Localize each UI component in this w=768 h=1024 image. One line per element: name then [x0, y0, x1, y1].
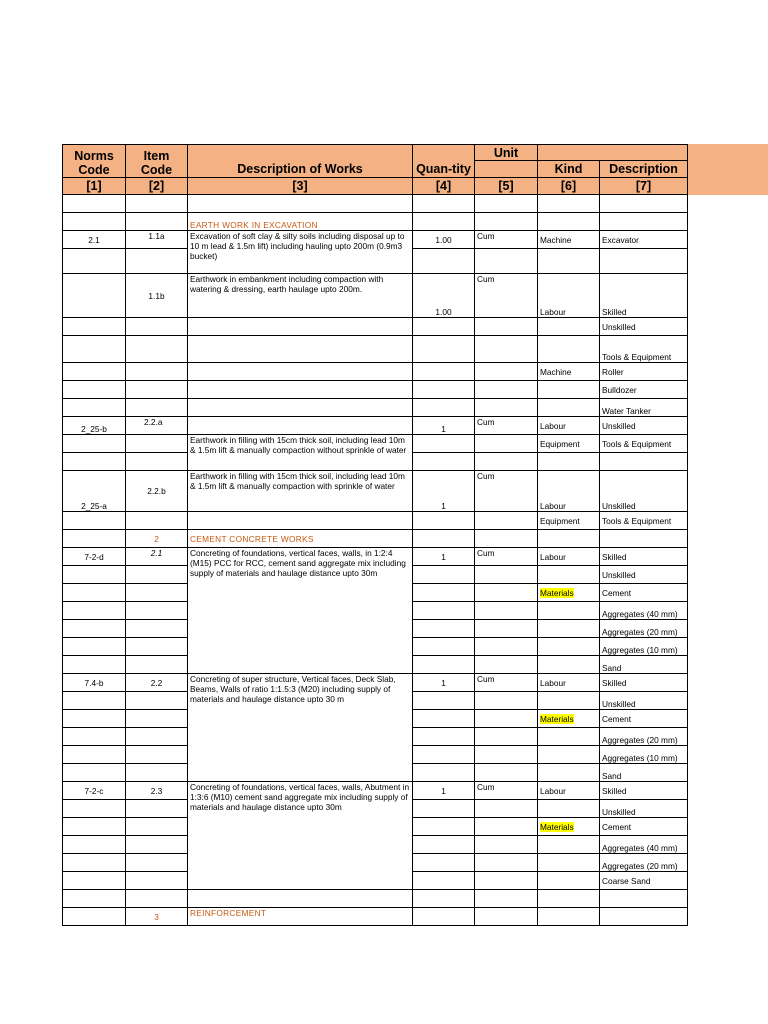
kind-description-cell: Unskilled	[600, 692, 688, 710]
kind-cell: Equipment	[538, 512, 600, 530]
header-kind: Kind	[538, 161, 600, 178]
table-row	[63, 417, 688, 435]
norms-code-cell: 2_25-b	[63, 417, 126, 435]
kind-description-cell: Tools & Equipment	[600, 435, 688, 453]
header-item-code: Item Code	[126, 145, 188, 178]
kind-description-cell: Bulldozer	[600, 381, 688, 399]
kind-description-cell: Skilled	[600, 274, 688, 318]
header-unit-blank	[475, 161, 538, 178]
description-cell: Excavation of soft clay & silty soils including disposal up to 10 m lead & 1.5m lift) including hauling upto 200m (0.9m3 bucket)	[188, 231, 413, 274]
kind-description-cell: Coarse Sand	[600, 872, 688, 890]
quantity-cell: 1	[413, 471, 475, 512]
header-quantity: Quan-tity	[413, 145, 475, 178]
description-cell: Concreting of super structure, Vertical faces, Deck Slab, Beams, Walls of ratio 1:1.5:3 (M20) including supply of materials and haulage distance upto 30 m	[188, 674, 413, 782]
section-title: CEMENT CONCRETE WORKS	[188, 530, 413, 548]
materials-highlight: Materials	[540, 713, 574, 724]
unit-cell: Cum	[475, 471, 538, 512]
table-row	[63, 674, 688, 692]
kind-description-cell: Tools & Equipment	[600, 336, 688, 363]
materials-highlight: Materials	[540, 587, 574, 598]
kind-description-cell: Aggregates (20 mm)	[600, 728, 688, 746]
table-row	[63, 471, 688, 512]
norms-table	[62, 144, 688, 926]
table-row	[63, 318, 688, 336]
col-number: [4]	[413, 178, 475, 195]
kind-description-cell: Cement	[600, 710, 688, 728]
item-code-cell: 2.3	[126, 782, 188, 800]
kind-cell	[538, 584, 600, 602]
description-cell: Earthwork in filling with 15cm thick soil, including lead 10m & 1.5m lift & manually compaction with sprinkle of water	[188, 471, 413, 512]
header-fill-extension	[686, 144, 768, 195]
kind-cell: Machine	[538, 231, 600, 249]
item-code-cell: 2.2.b	[126, 471, 188, 512]
kind-description-cell: Unskilled	[600, 566, 688, 584]
table-row	[63, 336, 688, 363]
kind-description-cell: Skilled	[600, 782, 688, 800]
header-kind-group	[538, 145, 688, 161]
quantity-cell: 1.00	[413, 231, 475, 249]
kind-description-cell: Sand	[600, 764, 688, 782]
table-row	[63, 231, 688, 249]
item-code-cell: 1.1a	[126, 231, 188, 249]
norms-code-cell: 7-2-d	[63, 548, 126, 566]
kind-description-cell: Roller	[600, 363, 688, 381]
col-number: [5]	[475, 178, 538, 195]
header-description: Description of Works	[188, 145, 413, 178]
table-row	[63, 512, 688, 530]
table-row	[63, 363, 688, 381]
quantity-cell: 1	[413, 674, 475, 692]
quantity-cell: 1	[413, 417, 475, 435]
table-row	[63, 399, 688, 417]
kind-description-cell: Aggregates (10 mm)	[600, 638, 688, 656]
description-cell: Concreting of foundations, vertical faces, walls, Abutment in 1:3:6 (M10) cement sand aggregate mix including supply of materials and haulage distance upto 30m	[188, 782, 413, 890]
kind-description-cell: Tools & Equipment	[600, 512, 688, 530]
item-code-cell: 2.2	[126, 674, 188, 692]
kind-cell	[538, 818, 600, 836]
kind-description-cell: Water Tanker	[600, 399, 688, 417]
kind-description-cell: Cement	[600, 818, 688, 836]
quantity-cell: 1	[413, 548, 475, 566]
kind-description-cell: Aggregates (10 mm)	[600, 746, 688, 764]
kind-description-cell: Unskilled	[600, 417, 688, 435]
kind-description-cell: Aggregates (20 mm)	[600, 854, 688, 872]
unit-cell: Cum	[475, 548, 538, 566]
col-number: [6]	[538, 178, 600, 195]
kind-description-cell: Unskilled	[600, 800, 688, 818]
kind-description-cell: Excavator	[600, 231, 688, 249]
table-row	[63, 782, 688, 800]
kind-cell: Machine	[538, 363, 600, 381]
header-unit: Unit	[475, 145, 538, 161]
header-col-numbers-row	[63, 178, 688, 195]
quantity-cell: 1	[413, 782, 475, 800]
norms-code-cell: 2_25-a	[63, 471, 126, 512]
norms-code-cell: 7.4-b	[63, 674, 126, 692]
materials-highlight: Materials	[540, 821, 574, 832]
header-norms-code: Norms Code	[63, 145, 126, 178]
section-title: EARTH WORK IN EXCAVATION	[188, 213, 413, 231]
item-code-cell: 1.1b	[126, 274, 188, 318]
section-number: 3	[126, 908, 188, 926]
kind-cell: Labour	[538, 471, 600, 512]
kind-cell: Labour	[538, 417, 600, 435]
header-row	[63, 145, 688, 161]
section-row	[63, 213, 688, 231]
section-title: REINFORCEMENT	[188, 908, 413, 926]
kind-cell: Labour	[538, 274, 600, 318]
kind-description-cell: Cement	[600, 584, 688, 602]
table-row	[63, 195, 688, 213]
item-code-cell: 2.2.a	[126, 417, 188, 435]
col-number: [1]	[63, 178, 126, 195]
kind-cell: Equipment	[538, 435, 600, 453]
item-code-cell: 2.1	[126, 548, 188, 566]
description-cell: Earthwork in embankment including compaction with watering & dressing, earth haulage upto 200m.	[188, 274, 413, 318]
kind-description-cell: Aggregates (20 mm)	[600, 620, 688, 638]
col-number: [7]	[600, 178, 688, 195]
norms-code-cell: 7-2-c	[63, 782, 126, 800]
kind-cell: Labour	[538, 548, 600, 566]
table-row	[63, 890, 688, 908]
col-number: [3]	[188, 178, 413, 195]
quantity-cell: 1.00	[413, 274, 475, 318]
col-number: [2]	[126, 178, 188, 195]
section-row	[63, 530, 688, 548]
unit-cell: Cum	[475, 231, 538, 249]
section-row	[63, 908, 688, 926]
kind-description-cell: Aggregates (40 mm)	[600, 836, 688, 854]
description-cell: Concreting of foundations, vertical faces, walls, in 1:2:4 (M15) PCC for RCC, cement sand aggregate mix including supply of materials and haulage distance upto 30m	[188, 548, 413, 674]
unit-cell: Cum	[475, 782, 538, 800]
header-kind-description: Description	[600, 161, 688, 178]
unit-cell: Cum	[475, 674, 538, 692]
table-row	[63, 274, 688, 318]
kind-description-cell: Sand	[600, 656, 688, 674]
kind-description-cell: Unskilled	[600, 471, 688, 512]
kind-description-cell: Aggregates (40 mm)	[600, 602, 688, 620]
kind-cell: Labour	[538, 782, 600, 800]
table-row	[63, 548, 688, 566]
kind-description-cell: Skilled	[600, 548, 688, 566]
unit-cell: Cum	[475, 274, 538, 318]
kind-description-cell: Skilled	[600, 674, 688, 692]
section-number: 2	[126, 530, 188, 548]
kind-cell: Labour	[538, 674, 600, 692]
kind-cell	[538, 710, 600, 728]
description-cell: Earthwork in filling with 15cm thick soil, including lead 10m & 1.5m lift & manually compaction without sprinkle of water	[188, 435, 413, 471]
norms-code-cell: 2.1	[63, 231, 126, 249]
table-row	[63, 435, 688, 453]
kind-description-cell: Unskilled	[600, 318, 688, 336]
unit-cell: Cum	[475, 417, 538, 435]
table-row	[63, 381, 688, 399]
